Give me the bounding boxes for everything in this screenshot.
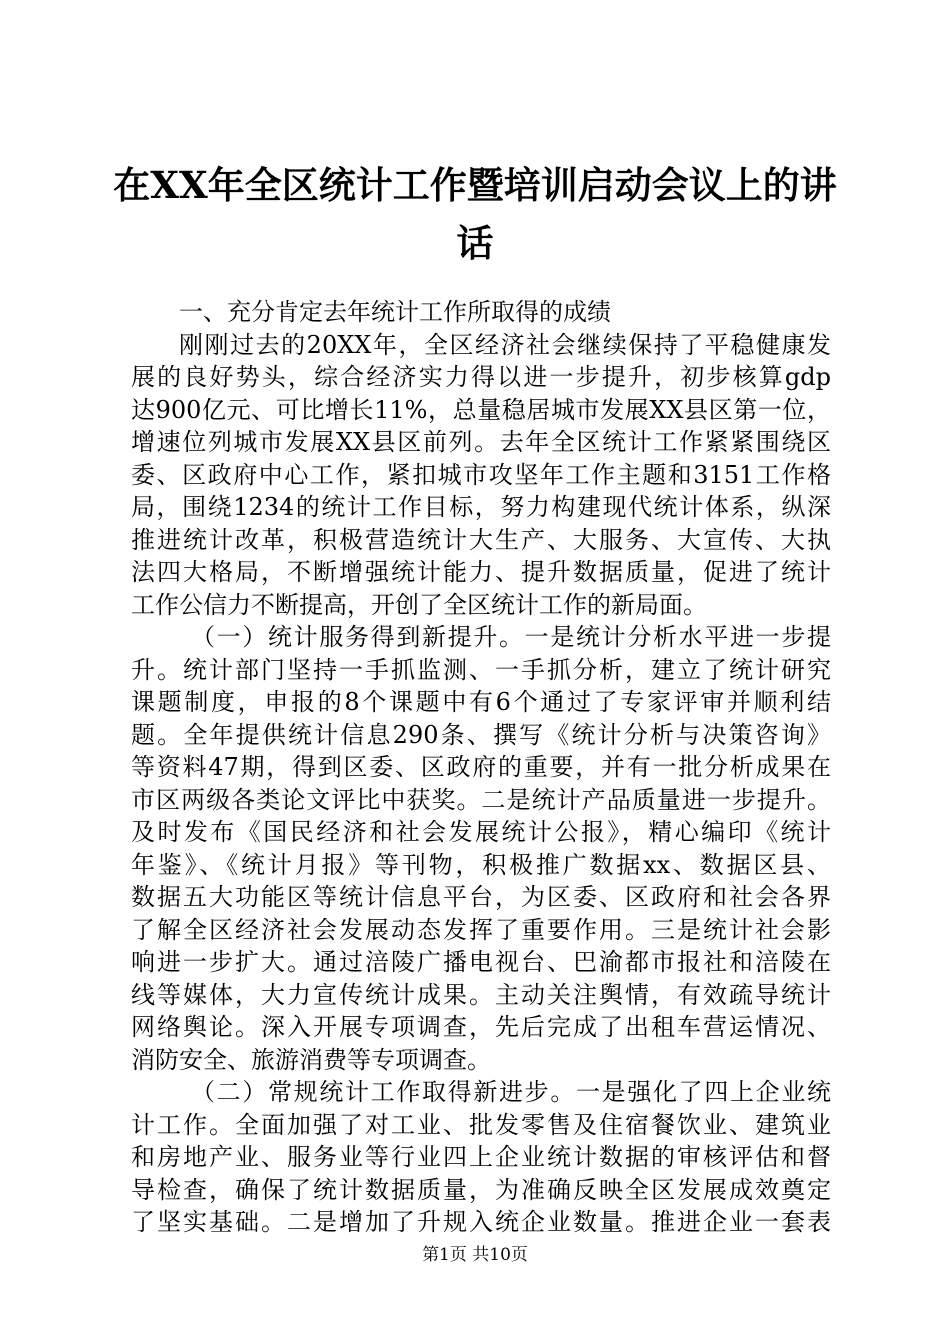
- text-line: 和房地产业、服务业等行业四上企业统计数据的审核评估和督: [131, 1143, 831, 1171]
- text-line: 线等媒体，大力宣传统计成果。主动关注舆情，有效疏导统计: [131, 980, 831, 1009]
- text-line: 网络舆论。深入开展专项调查，先后完成了出租车营运情况、: [131, 1013, 831, 1041]
- text-line: 课题制度，申报的8个课题中有6个通过了专家评审并顺利结: [131, 688, 831, 716]
- text-line: 升。统计部门坚持一手抓监测、一手抓分析，建立了统计研究: [131, 655, 831, 684]
- text-line: 推进统计改革，积极营造统计大生产、大服务、大宣传、大执: [131, 525, 831, 554]
- text-line: 计工作。全面加强了对工业、批发零售及住宿餐饮业、建筑业: [131, 1110, 831, 1139]
- section-heading: 一、充分肯定去年统计工作所取得的成绩: [179, 298, 611, 326]
- text-line: 法四大格局，不断增强统计能力、提升数据质量，促进了统计: [131, 558, 831, 586]
- document-title-line1: 在XX年全区统计工作暨培训启动会议上的讲: [113, 163, 837, 207]
- text-line: 达900亿元、可比增长11%，总量稳居城市发展XX县区第一位，: [131, 395, 831, 424]
- text-line: 消防安全、旅游消费等专项调查。: [131, 1045, 491, 1074]
- text-line: 市区两级各类论文评比中获奖。二是统计产品质量进一步提升。: [131, 785, 831, 814]
- text-line: 数据五大功能区等统计信息平台，为区委、区政府和社会各界: [131, 883, 831, 911]
- text-line: 刚刚过去的20XX年，全区经济社会继续保持了平稳健康发: [179, 330, 831, 359]
- text-line: 局，围绕1234的统计工作目标，努力构建现代统计体系，纵深: [131, 493, 831, 521]
- text-line: 及时发布《国民经济和社会发展统计公报》，精心编印《统计: [131, 818, 831, 846]
- text-line: 响进一步扩大。通过涪陵广播电视台、巴渝都市报社和涪陵在: [131, 948, 831, 976]
- text-line: （二）常规统计工作取得新进步。一是强化了四上企业统: [191, 1078, 831, 1106]
- text-line: 展的良好势头，综合经济实力得以进一步提升，初步核算gdp: [131, 363, 831, 391]
- document-title-line2: 话: [456, 221, 494, 265]
- text-line: （一）统计服务得到新提升。一是统计分析水平进一步提: [191, 623, 831, 651]
- text-line: 等资料47期，得到区委、区政府的重要，并有一批分析成果在: [131, 753, 831, 781]
- text-line: 年鉴》、《统计月报》等刊物，积极推广数据xx、数据区县、: [131, 850, 831, 879]
- document-body: [131, 296, 831, 1239]
- text-line: 题。全年提供统计信息290条、撰写《统计分析与决策咨询》: [131, 720, 831, 749]
- text-line: 委、区政府中心工作，紧扣城市攻坚年工作主题和3151工作格: [131, 460, 831, 489]
- text-line: 工作公信力不断提高，开创了全区统计工作的新局面。: [131, 590, 707, 619]
- text-line: 导检查，确保了统计数据质量，为准确反映全区发展成效奠定: [131, 1175, 831, 1204]
- text-line: 了坚实基础。二是增加了升规入统企业数量。推进企业一套表: [131, 1208, 831, 1236]
- text-line: 了解全区经济社会发展动态发挥了重要作用。三是统计社会影: [131, 915, 831, 944]
- page-footer: 第1页 共10页: [422, 1245, 528, 1265]
- text-line: 增速位列城市发展XX县区前列。去年全区统计工作紧紧围绕区: [131, 428, 831, 456]
